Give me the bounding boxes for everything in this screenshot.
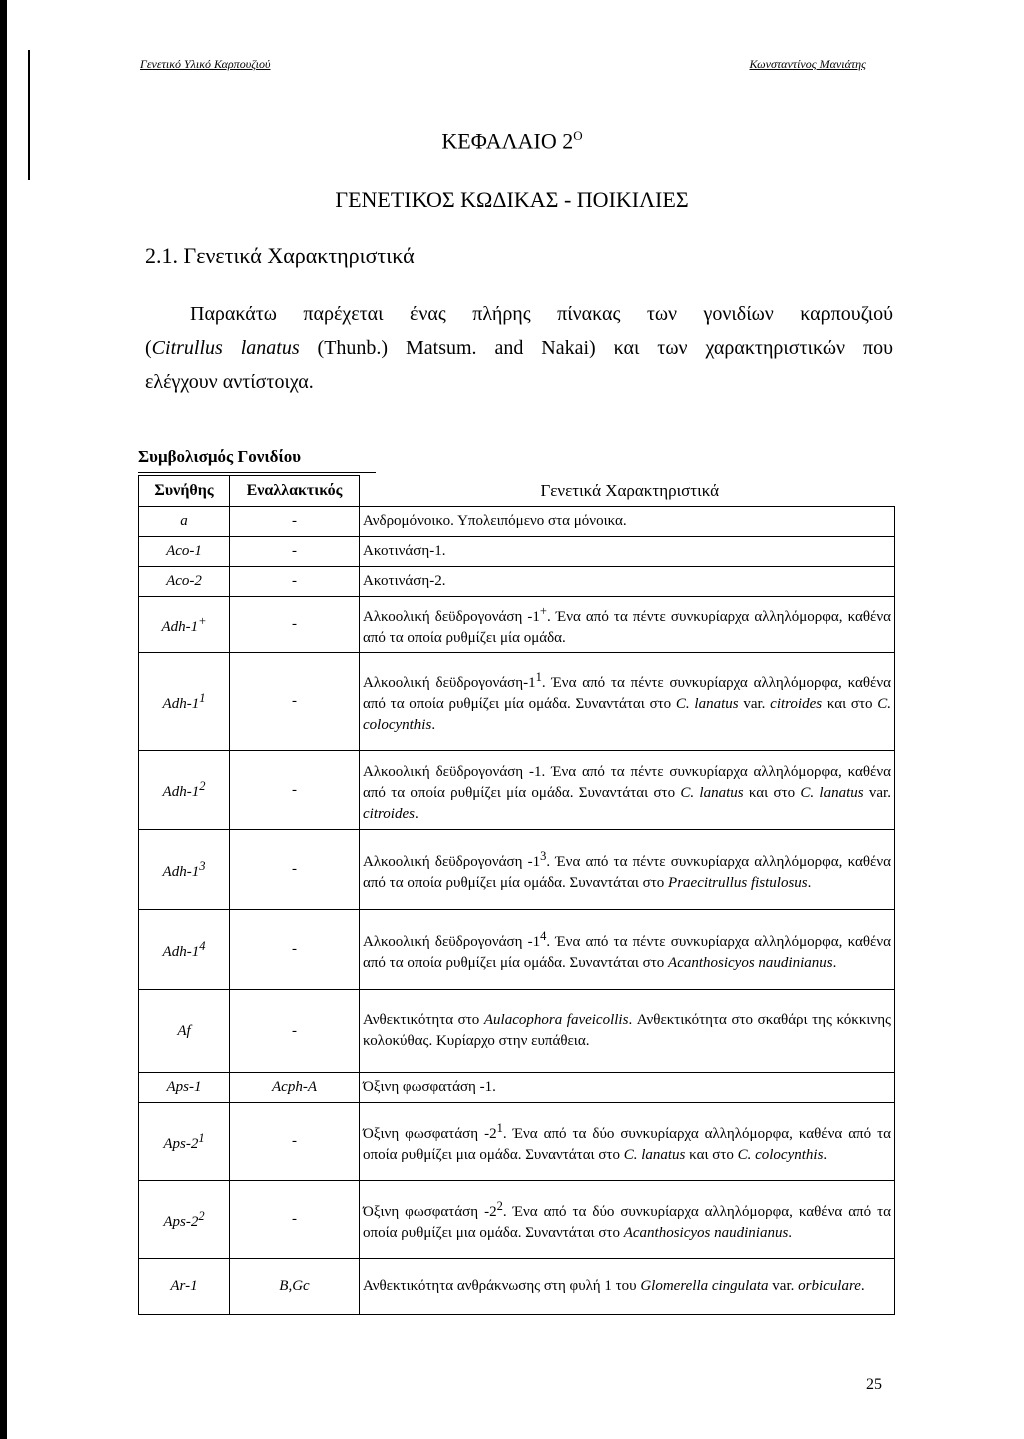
- col-common: Συνήθης: [139, 476, 230, 507]
- gene-symbol-header: Συμβολισμός Γονιδίου: [138, 447, 302, 466]
- chapter-subtitle: ΓΕΝΕΤΙΚΟΣ ΚΩΔΙΚΑΣ - ΠΟΙΚΙΛΙΕΣ: [335, 187, 689, 212]
- table-row: Aps-1 Acph-A Όξινη φωσφατάση -1.: [139, 1073, 895, 1103]
- table-row: Aco-2 - Ακοτινάση-2.: [139, 567, 895, 597]
- col-traits: Γενετικά Χαρακτηριστικά: [360, 476, 895, 507]
- header-rule: [138, 472, 376, 473]
- table-row: Aco-1 - Ακοτινάση-1.: [139, 537, 895, 567]
- table-header-row: [139, 476, 895, 507]
- table-row: a - Ανδρομόνοικο. Υπολειπόμενο στα μόνοικα.: [139, 507, 895, 537]
- running-header-right: Κωνσταντίνος Μανιάτης: [749, 57, 866, 71]
- table-row: Ar-1 B,Gc Ανθεκτικότητα ανθράκνωσης στη φυλή 1 του Glomerella cingulata var. orbiculare.: [139, 1259, 895, 1315]
- running-header-left: Γενετικό Υλικό Καρπουζιού: [140, 57, 271, 71]
- section-heading: 2.1. Γενετικά Χαρακτηριστικά: [145, 243, 415, 268]
- table-row: Adh-$1^3$ - Αλκοολική δεϋδρογονάση $-1^3$. Ένα από τα πέντε συνκυρίαρχα αλληλόμορφα, καθένα από τα οποία ρυθμίζει μία ομάδα. Συναντάται στο Praecitrullus fistulosus.: [139, 830, 895, 910]
- table-row: Aps-$2^2$ - Όξινη φωσφατάση $-2^2$. Ένα από τα δύο συνκυρίαρχα αλληλόμορφα, καθένα από τα οποία ρυθμίζει μια ομάδα. Συναντάται στο Acanthosicyos naudinianus.: [139, 1181, 895, 1259]
- col-alternative: Εναλλακτικός: [230, 476, 360, 507]
- table-row: Adh-$1^4$ - Αλκοολική δεϋδρογονάση $-1^4$. Ένα από τα πέντε συνκυρίαρχα αλληλόμορφα, καθένα από τα οποία ρυθμίζει μία ομάδα. Συναντάται στο Acanthosicyos naudinianus.: [139, 910, 895, 990]
- table-row: Adh-$1^2$ - Αλκοολική δεϋδρογονάση -1. Ένα από τα πέντε συνκυρίαρχα αλληλόμορφα, καθένα από τα οποία ρυθμίζει μία ομάδα. Συναντάται στο C. lanatus και στο C. lanatus var. citroides.: [139, 751, 895, 830]
- page-number: 25: [866, 1376, 882, 1393]
- table-row: Af - Ανθεκτικότητα στο Aulacophora faveicollis. Ανθεκτικότητα στο σκαθάρι της κόκκινης κολοκύθας. Κυρίαρχο στην ευπάθεια.: [139, 990, 895, 1073]
- margin-line: [28, 50, 30, 180]
- table-row: Aps-$2^1$ - Όξινη φωσφατάση $-2^1$. Ένα από τα δύο συνκυρίαρχα αλληλόμορφα, καθένα από τα οποία ρυθμίζει μια ομάδα. Συναντάται στο C. lanatus και στο C. colocynthis.: [139, 1103, 895, 1181]
- chapter-title: ΚΕΦΑΛΑΙΟ $2^O$: [441, 128, 583, 154]
- gene-table: [138, 475, 895, 1315]
- scan-edge: [0, 0, 7, 1439]
- table-row: Adh-1+ - Αλκοολική δεϋδρογονάση -1+. Ένα από τα πέντε συνκυρίαρχα αλληλόμορφα, καθένα από τα οποία ρυθμίζει μία ομάδα.: [139, 597, 895, 653]
- table-row: Adh-$1^1$ - Αλκοολική δεϋδρογονάση-$1^1$. Ένα από τα πέντε συνκυρίαρχα αλληλόμορφα, καθένα από τα οποία ρυθμίζει μία ομάδα. Συναντάται στο C. lanatus var. citroides και στο C. colocynthis.: [139, 653, 895, 751]
- intro-paragraph: Παρακάτω παρέχεται ένας πλήρης πίνακας των γονιδίων καρπουζιού (Citrullus lanatus (Thunb.) Matsum. and Nakai) και των χαρακτηριστικών που ελέγχουν αντίστοιχα.: [145, 303, 893, 393]
